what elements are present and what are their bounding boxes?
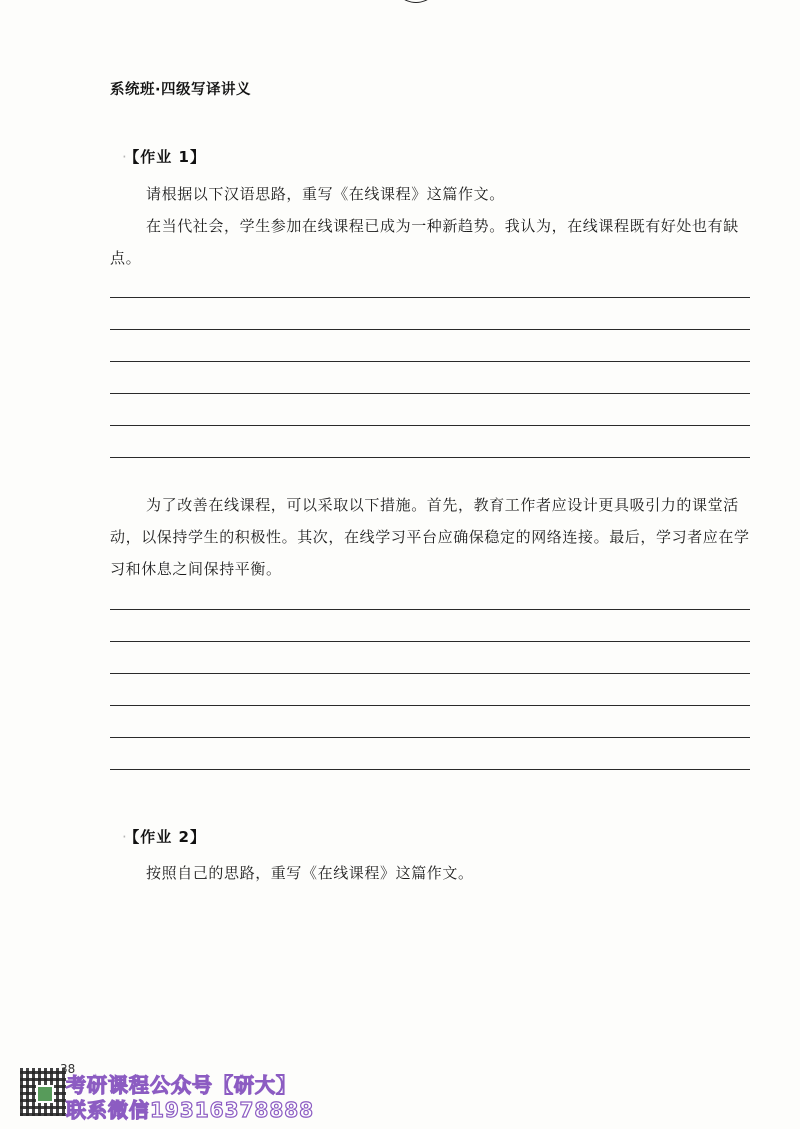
writing-line xyxy=(110,738,750,770)
assignment-2-heading xyxy=(122,826,206,847)
writing-line xyxy=(110,642,750,674)
binding-mark xyxy=(392,0,440,3)
writing-lines-block-2 xyxy=(110,578,750,770)
assignment-1-instruction: 请根据以下汉语思路，重写《在线课程》这篇作文。 xyxy=(146,185,505,203)
watermark-line-1: 考研课程公众号【研大】 xyxy=(66,1073,297,1097)
writing-line xyxy=(110,578,750,610)
assignment-1-title: 【作业 1】 xyxy=(131,148,206,166)
watermark-line-2: 联系微信19316378888 xyxy=(66,1098,315,1122)
writing-line xyxy=(110,394,750,426)
writing-line xyxy=(110,266,750,298)
scan-speck-icon: · xyxy=(122,828,128,846)
writing-lines-block-1 xyxy=(110,266,750,458)
assignment-1-paragraph-2: 为了改善在线课程，可以采取以下措施。首先，教育工作者应设计更具吸引力的课堂活动，以保持学生的积极性。其次，在线学习平台应确保稳定的网络连接。最后，学习者应在学习和休息之间保持平衡。 xyxy=(110,496,750,578)
scan-speck-icon: · xyxy=(122,148,128,166)
writing-line xyxy=(110,674,750,706)
assignment-1-heading xyxy=(122,146,206,167)
writing-line xyxy=(110,610,750,642)
writing-line xyxy=(110,298,750,330)
running-header: 系统班·四级写译讲义 xyxy=(110,82,252,98)
assignment-2-title: 【作业 2】 xyxy=(131,828,206,846)
page-number: 38 xyxy=(60,1062,76,1076)
writing-line xyxy=(110,362,750,394)
assignment-1-paragraph-1: 在当代社会，学生参加在线课程已成为一种新趋势。我认为，在线课程既有好处也有缺点。 xyxy=(110,217,739,267)
writing-line xyxy=(110,426,750,458)
writing-line xyxy=(110,706,750,738)
writing-line xyxy=(110,330,750,362)
assignment-2-instruction: 按照自己的思路，重写《在线课程》这篇作文。 xyxy=(146,864,474,882)
